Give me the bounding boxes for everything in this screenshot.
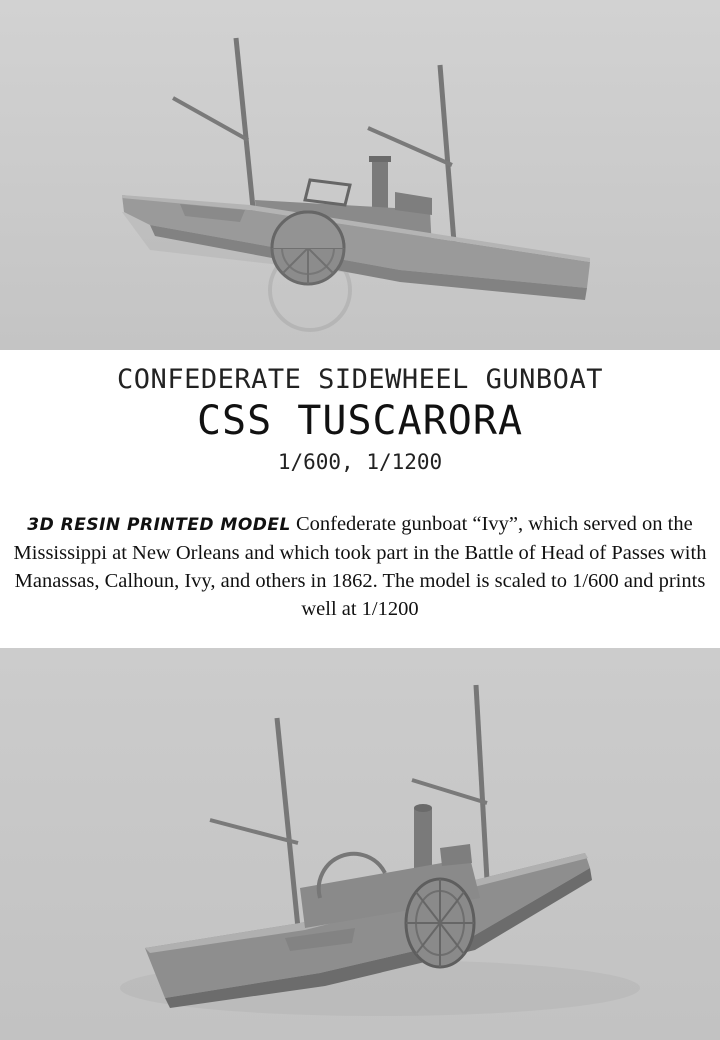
ship-side-view bbox=[0, 0, 720, 350]
product-subtitle: CONFEDERATE SIDEWHEEL GUNBOAT bbox=[117, 364, 603, 395]
bottom-render-image bbox=[0, 648, 720, 1040]
product-scales: 1/600, 1/1200 bbox=[277, 450, 443, 474]
main-yard bbox=[412, 780, 487, 803]
paddle-wheel bbox=[406, 879, 474, 967]
fore-yard bbox=[173, 98, 248, 140]
text-band bbox=[0, 350, 720, 648]
description-text: Confederate gunboat “Ivy”, which served on the Mississippi at New Orleans and which took part in the Battle of Head of Passes with Manassas, Calhoun, Ivy, and others in 1862. The model is scaled to 1/600 and prints well at 1/1200 bbox=[13, 513, 707, 620]
fore-mast bbox=[236, 38, 254, 218]
product-description bbox=[4, 510, 716, 623]
top-render-image bbox=[0, 0, 720, 350]
fore-mast bbox=[277, 718, 300, 948]
paddle-wheel bbox=[272, 212, 344, 284]
description-lead: 3D RESIN PRINTED MODEL bbox=[27, 515, 291, 535]
product-title: CSS TUSCARORA bbox=[196, 398, 524, 444]
main-mast bbox=[476, 685, 488, 898]
ship-three-quarter-view bbox=[0, 648, 720, 1040]
fore-yard bbox=[210, 820, 298, 843]
